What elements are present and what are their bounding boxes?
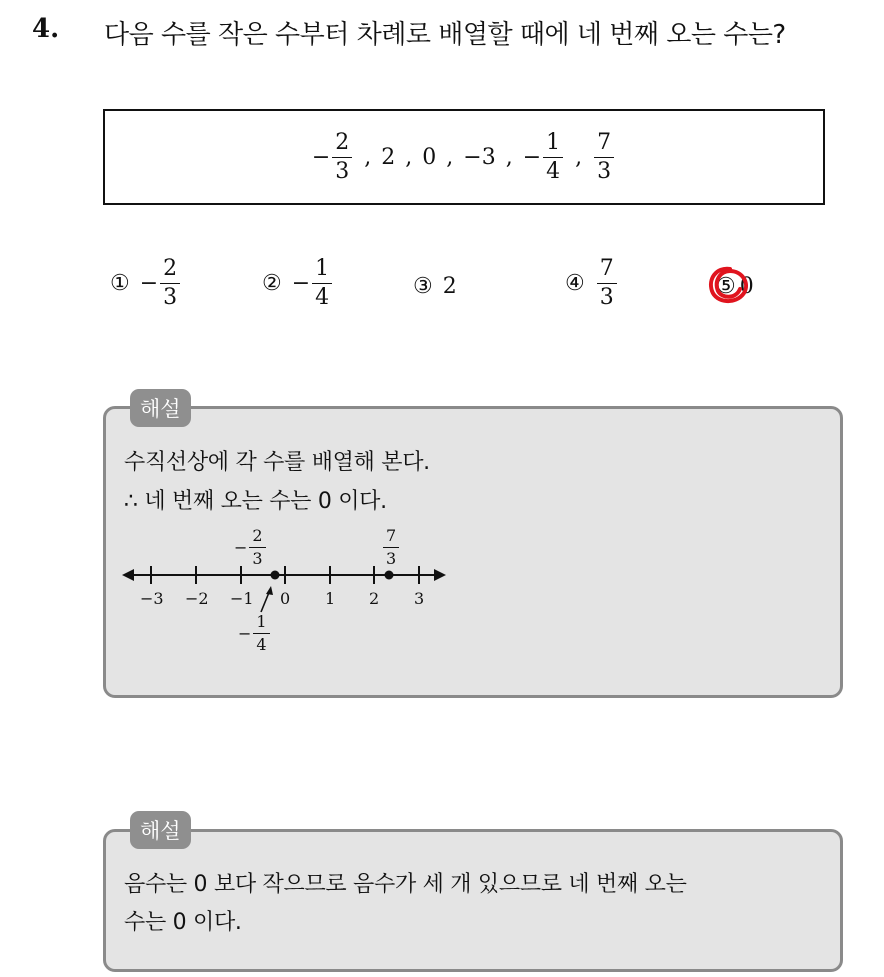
point-label-den: 4 — [256, 635, 267, 654]
solution-1-line-2: ∴ 네 번째 오는 수는 0 이다. — [124, 489, 387, 514]
option-5-value: 0 — [739, 274, 754, 299]
tick-label: 0 — [280, 589, 291, 608]
point-label-num: 2 — [249, 528, 265, 548]
point-label-sign: − — [234, 538, 248, 557]
separator: , — [364, 144, 372, 170]
separator: , — [505, 144, 513, 170]
solution-2-line-2: 수는 0 이다. — [124, 910, 242, 935]
set-item-5-num: 1 — [543, 132, 563, 158]
set-item-5-den: 4 — [546, 158, 561, 184]
solution-panel-2 — [103, 829, 843, 972]
number-set-box — [103, 109, 825, 205]
option-2-marker: ② — [262, 271, 282, 296]
option-4-den: 3 — [599, 285, 614, 310]
solution-tab-2: 해설 — [130, 811, 191, 849]
set-item-1-den: 3 — [335, 158, 350, 184]
pointer-arrow-icon — [256, 584, 276, 614]
point-label-sign: − — [238, 624, 252, 643]
tick-label: 2 — [369, 589, 380, 608]
point-label-neg-1-4 — [238, 614, 272, 653]
tick-label: −3 — [140, 589, 164, 608]
solution-tab-1: 해설 — [130, 389, 191, 427]
tick-label: 1 — [325, 589, 336, 608]
solution-1-line-1: 수직선상에 각 수를 배열해 본다. — [124, 450, 430, 475]
point-label-den: 3 — [386, 549, 397, 568]
option-1-marker: ① — [110, 271, 130, 296]
set-item-1-num: 2 — [332, 132, 352, 158]
option-2-num: 1 — [312, 258, 332, 284]
point-label-num: 1 — [253, 614, 269, 634]
option-2-sign: − — [291, 271, 311, 296]
tick-label: 3 — [414, 589, 425, 608]
option-3-value: 2 — [442, 274, 457, 299]
point-marker — [385, 571, 394, 580]
left-arrow-icon — [122, 569, 134, 581]
question-number: 4. — [32, 14, 60, 44]
option-1-den: 3 — [163, 285, 178, 310]
option-3-marker: ③ — [413, 274, 433, 299]
set-item-3: 0 — [422, 144, 437, 170]
separator: , — [446, 144, 454, 170]
option-1-num: 2 — [160, 258, 180, 284]
point-label-neg-2-3 — [234, 528, 268, 567]
option-4-num: 7 — [597, 258, 617, 284]
option-4[interactable] — [565, 258, 619, 309]
option-4-marker: ④ — [565, 271, 585, 296]
option-2[interactable] — [262, 258, 334, 309]
separator: , — [405, 144, 413, 170]
option-1[interactable] — [110, 258, 182, 309]
option-3[interactable] — [413, 274, 457, 299]
set-item-1 — [311, 129, 354, 184]
set-item-1-sign: − — [311, 144, 331, 170]
solution-2-line-1: 음수는 0 보다 작으므로 음수가 세 개 있으므로 네 번째 오는 — [124, 872, 687, 897]
set-item-4: −3 — [463, 144, 496, 170]
point-label-num: 7 — [383, 528, 399, 548]
set-item-5 — [522, 129, 565, 184]
set-item-6-den: 3 — [597, 158, 612, 184]
set-item-6-num: 7 — [594, 132, 614, 158]
point-marker — [271, 571, 280, 580]
tick-label: −2 — [185, 589, 209, 608]
set-item-5-sign: − — [522, 144, 542, 170]
set-item-2: 2 — [381, 144, 396, 170]
option-2-den: 4 — [315, 285, 330, 310]
tick-label: −1 — [230, 589, 254, 608]
answer-circle-mark — [706, 263, 750, 307]
question-text: 다음 수를 작은 수부터 차례로 배열할 때에 네 번째 오는 수는? — [104, 20, 786, 50]
option-1-sign: − — [139, 271, 159, 296]
point-label-7-3 — [381, 528, 401, 567]
point-label-den: 3 — [252, 549, 263, 568]
right-arrow-icon — [434, 569, 446, 581]
option-5-marker: ⑤ — [716, 274, 736, 299]
separator: , — [575, 144, 583, 170]
set-item-6 — [592, 129, 616, 184]
